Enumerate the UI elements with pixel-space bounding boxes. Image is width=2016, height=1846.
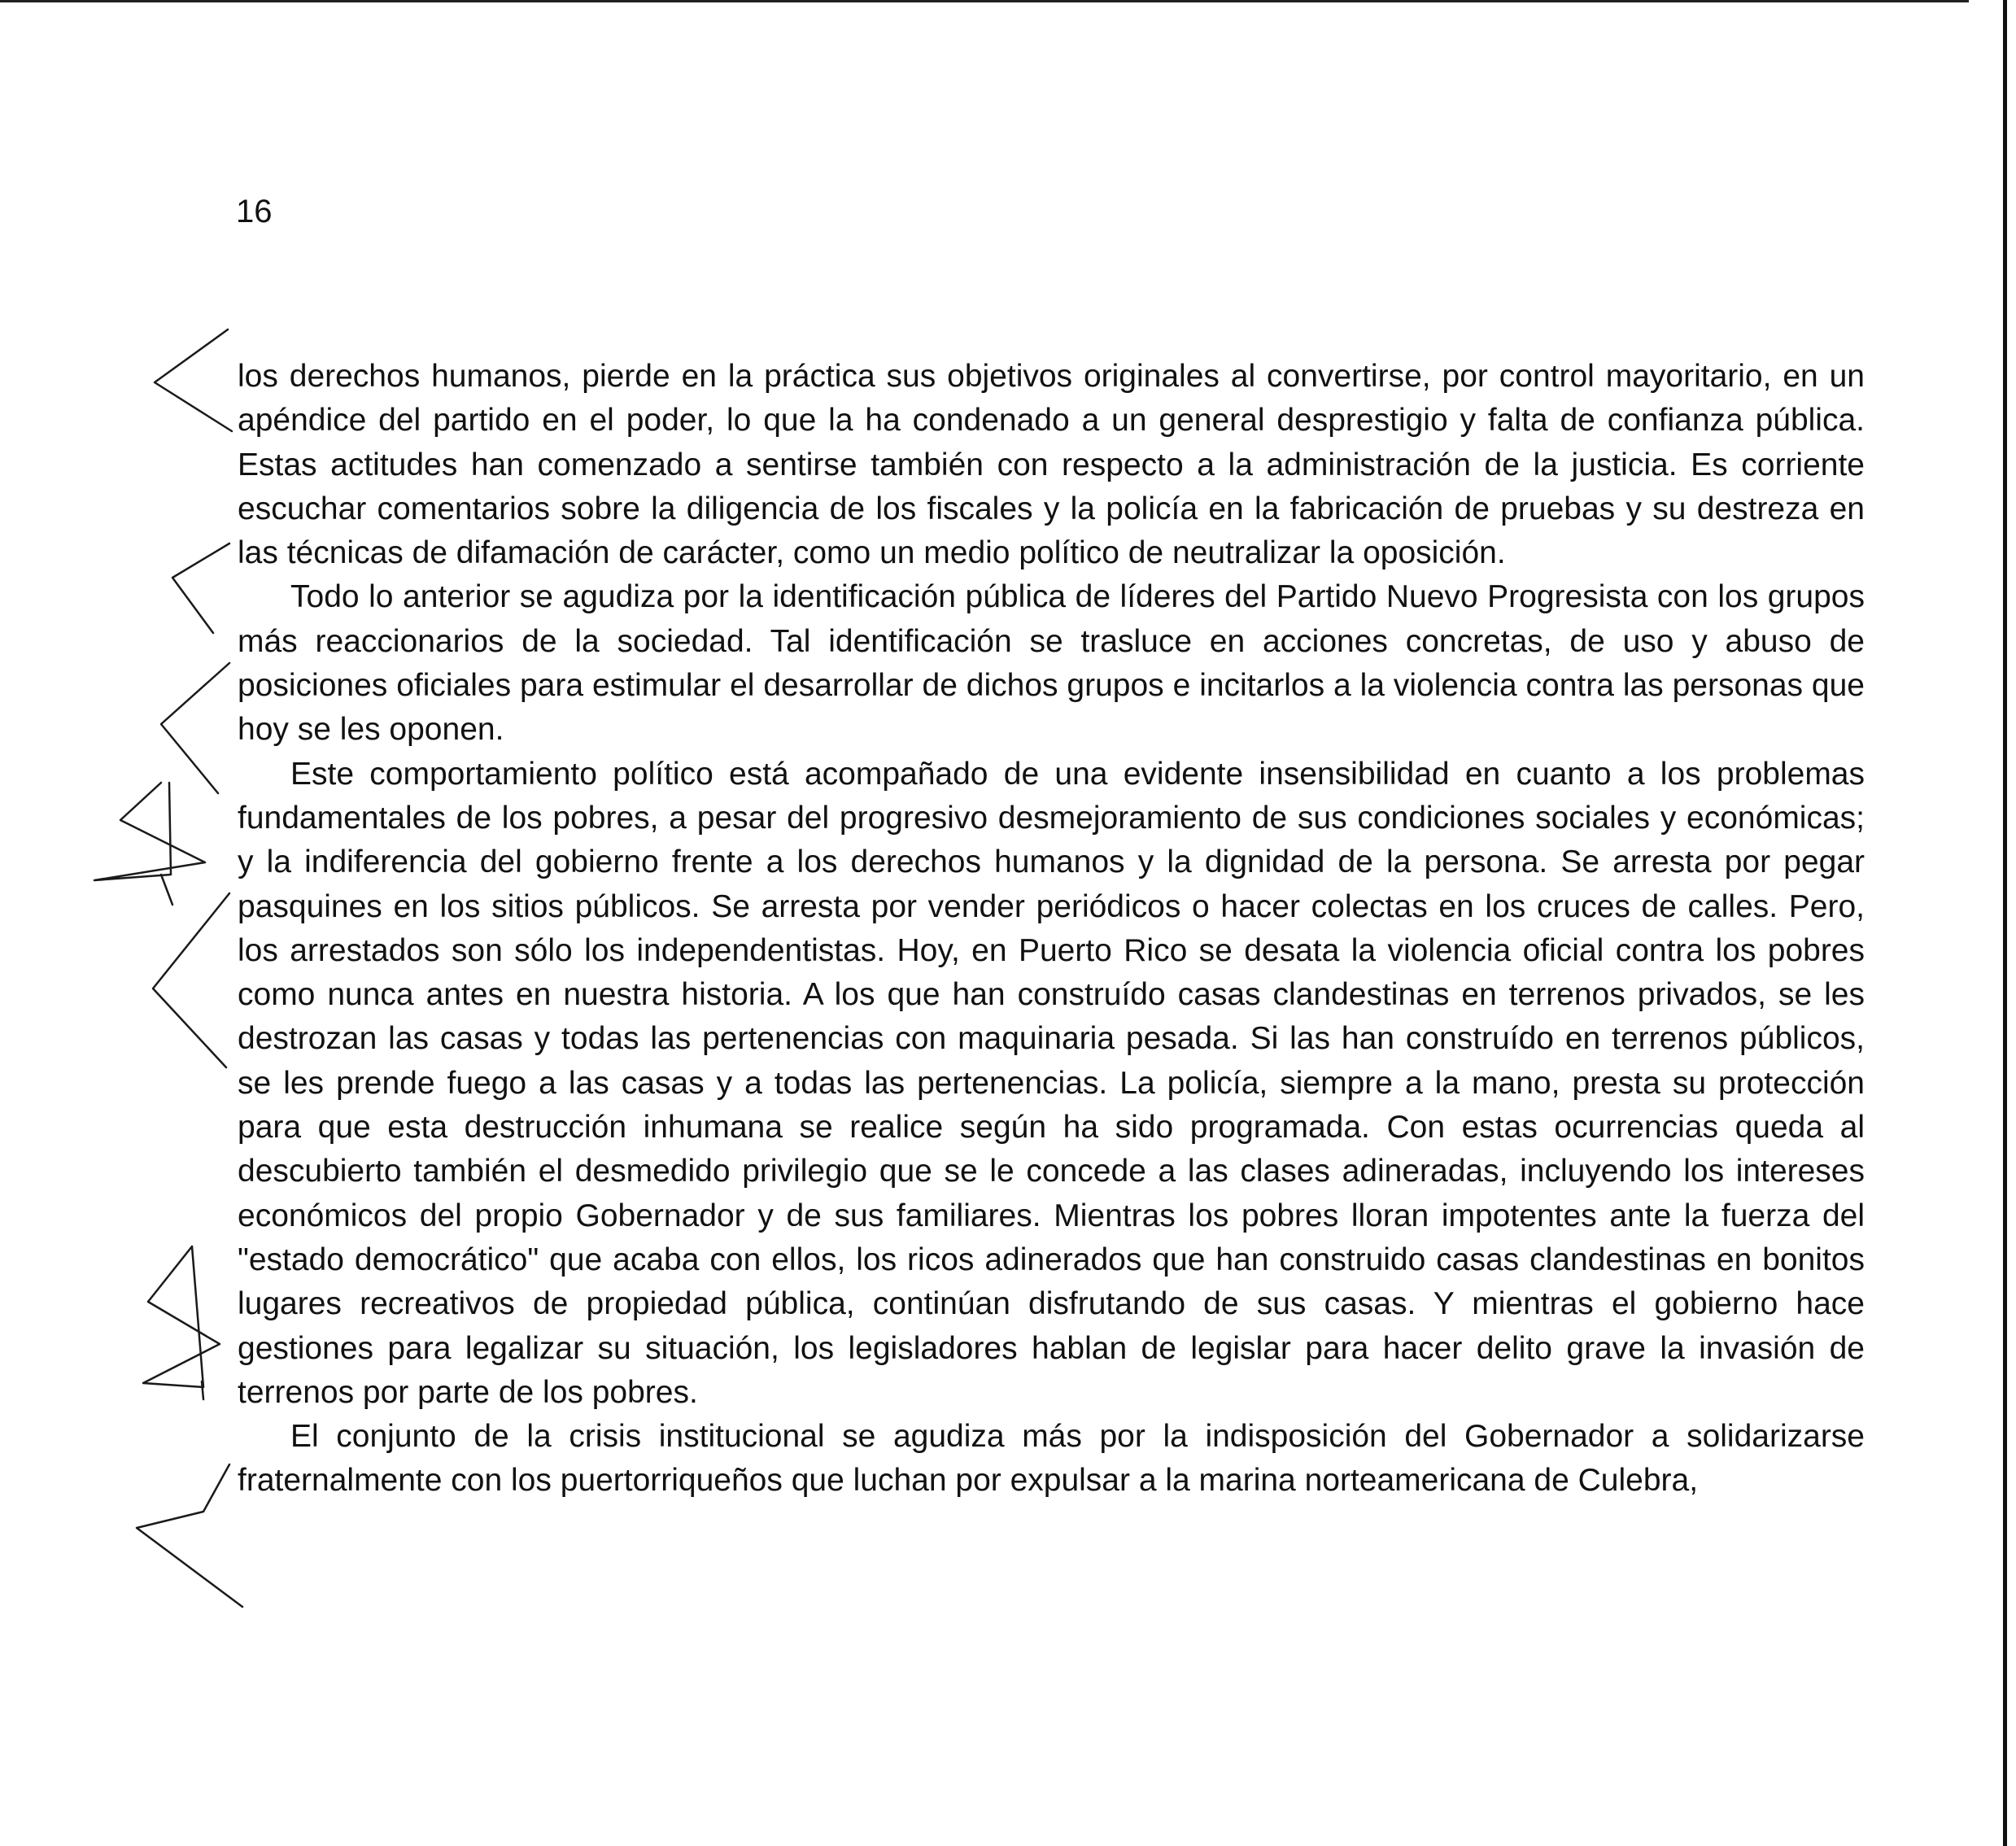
right-border-line: [2003, 0, 2007, 1846]
margin-bracket-mark: [155, 329, 232, 431]
margin-bracket-mark: [153, 893, 229, 1067]
margin-star-mark: [94, 783, 205, 880]
paragraph-2: Todo lo anterior se agudiza por la identificación pública de líderes del Partido Nuevo Progresista con los grupos más reaccionarios de la sociedad. Tal identificación se trasluce en acciones concretas, de uso y abuso de posiciones oficiales para estimular el desarrollar de dichos grupos e incitarlos a la violencia contra las personas que hoy se les oponen.: [238, 579, 1865, 748]
margin-star-tail: [161, 875, 172, 905]
top-border-line: [0, 0, 1969, 2]
margin-bracket-mark: [137, 1464, 242, 1607]
margin-bracket-mark: [172, 543, 229, 633]
margin-bracket-mark: [161, 663, 229, 793]
paragraph-3: Este comportamiento político está acompañado de una evidente insensibilidad en cuanto a los problemas fundamentales de los pobres, a pesar del progresivo desmejoramiento de sus condiciones sociales y económicas; y la indiferencia del gobierno frente a los derechos humanos y la dignidad de la persona. Se arresta por pegar pasquines en los sitios públicos. Se arresta por vender periódicos o hacer colectas en los cruces de calles. Pero, los arrestados son sólo los independentistas. Hoy, en Puerto Rico se desata la violencia oficial contra los pobres como nunca antes en nuestra historia. A los que han construído casas clandestinas en terrenos privados, se les destrozan las casas y todas las pertenencias con maquinaria pesada. Si las han construído en terrenos públicos, se les prende fuego a las casas y a todas las pertenencias. La policía, siempre a la mano, presta su protección para que esta destrucción inhumana se realice según ha sido programada. Con estas ocurrencias queda al descubierto también el desmedido privilegio que se le concede a las clases adineradas, incluyendo los intereses económicos del propio Gobernador y de sus familiares. Mientras los pobres lloran impotentes ante la fuerza del "estado democrático" que acaba con ellos, los ricos adinerados que han construido casas clandestinas en bonitos lugares recreativos de propiedad pública, continúan disfrutando de sus casas. Y mientras el gobierno hace gestiones para legalizar su situación, los legisladores hablan de legislar para hacer delito grave la invasión de terrenos por parte de los pobres.: [238, 756, 1865, 1410]
paragraph-1: los derechos humanos, pierde en la práctica sus objetivos originales al convertirse, por control mayoritario, en un apéndice del partido en el poder, lo que la ha condenado a un general desprestigio y falta de confianza pública. Estas actitudes han comenzado a sentirse también con respecto a la administración de la justicia. Es corriente escuchar comentarios sobre la diligencia de los fiscales y la policía en la fabricación de pruebas y su destreza en las técnicas de difamación de carácter, como un medio político de neutralizar la oposición.: [238, 359, 1865, 571]
margin-star-mark: [143, 1246, 220, 1387]
page-number: 16: [236, 194, 273, 229]
paragraph-4: El conjunto de la crisis institucional se agudiza más por la indisposición del Gobernador a solidarizarse fraternalmente con los puertorriqueños que luchan por expulsar a la marina norteamericana de Culebra,: [238, 1419, 1865, 1499]
body-text: [238, 355, 1865, 1503]
margin-star-tail: [202, 1381, 203, 1399]
